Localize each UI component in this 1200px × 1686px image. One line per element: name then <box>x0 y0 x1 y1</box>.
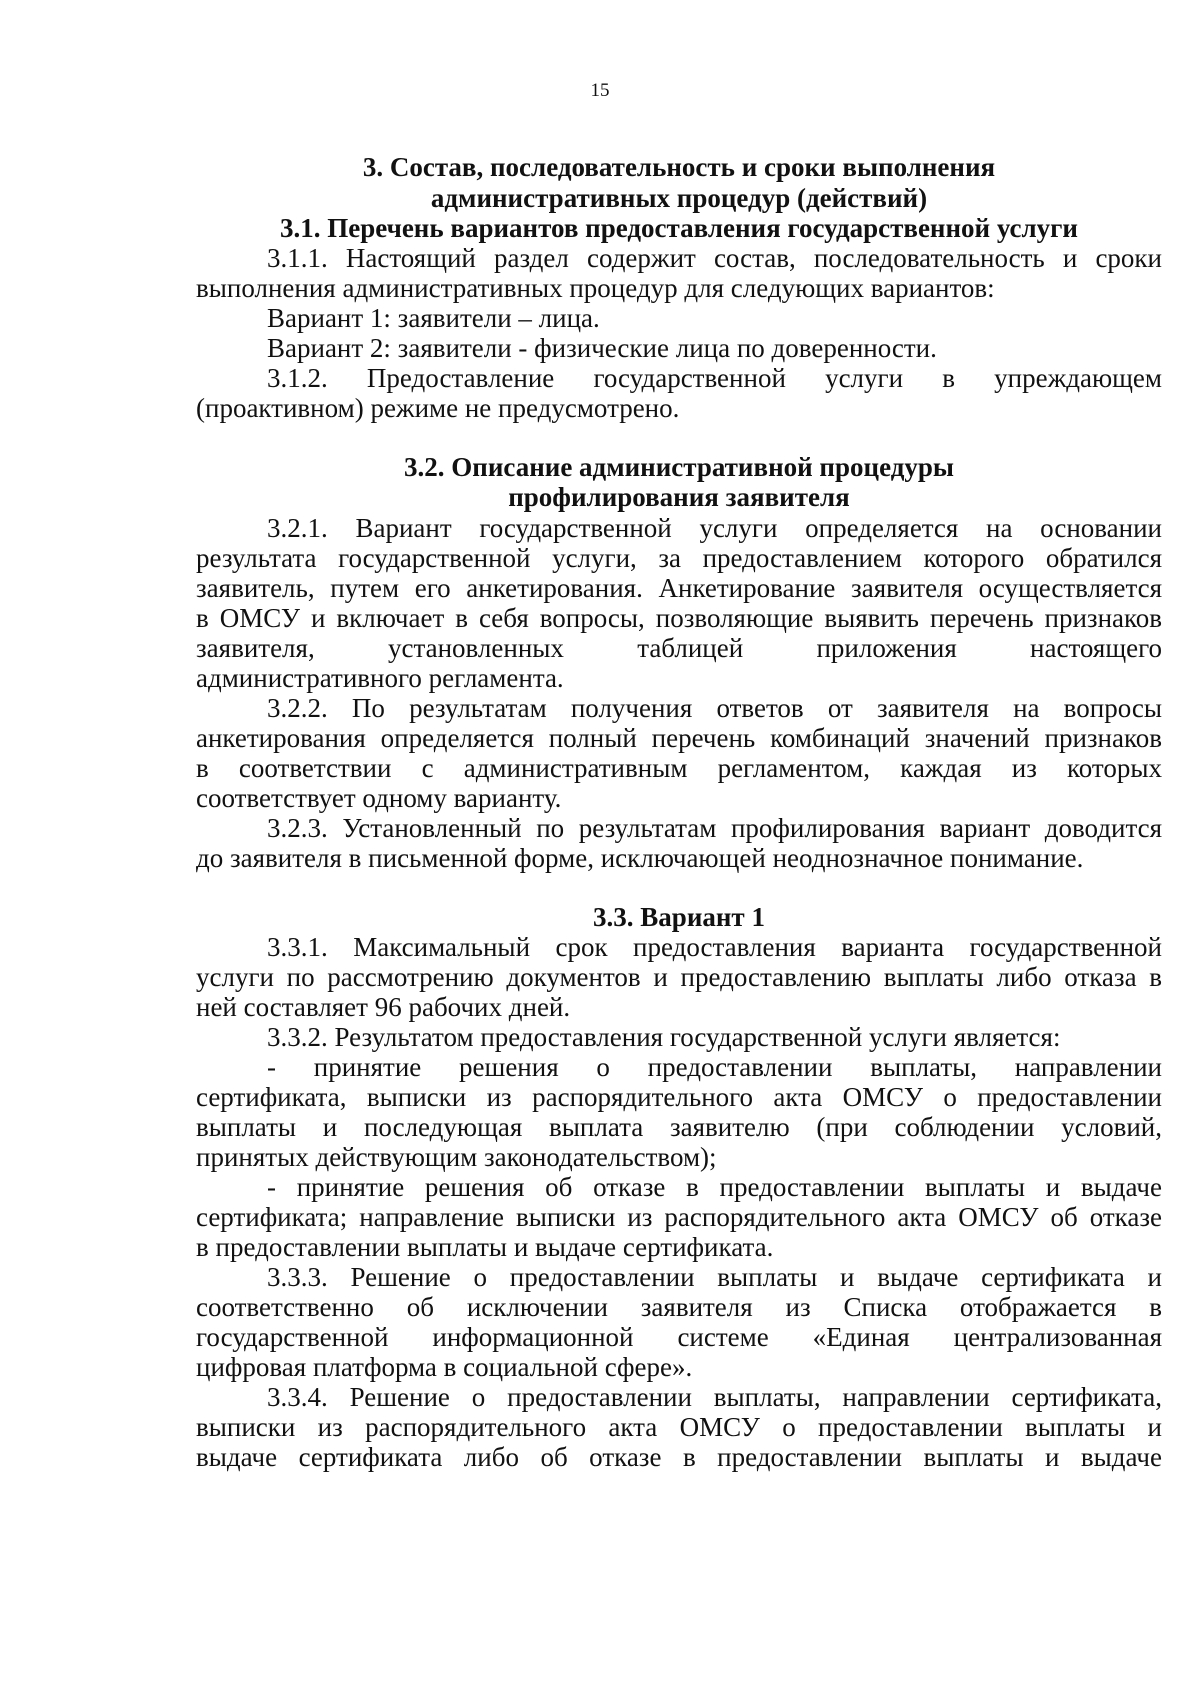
paragraph-3-3-3-line-3: государственной информационной системе «Единая централизованная <box>196 1322 1162 1352</box>
bullet-1-line-3: выплаты и последующая выплата заявителю (при соблюдении условий, <box>196 1112 1162 1142</box>
paragraph-3-3-3-line-2: соответственно об исключении заявителя из Списка отображается в <box>196 1292 1162 1322</box>
paragraph-3-3-4-line-1: 3.3.4. Решение о предоставлении выплаты, направлении сертификата, <box>267 1382 1162 1412</box>
paragraph-3-2-2-line-3: в соответствии с административным регламентом, каждая из которых <box>196 753 1162 783</box>
paragraph-3-2-2-line-2: анкетирования определяется полный перечень комбинаций значений признаков <box>196 723 1162 753</box>
paragraph-3-2-1-line-2: результата государственной услуги, за предоставлением которого обратился <box>196 543 1162 573</box>
paragraph-3-2-3-line-2: до заявителя в письменной форме, исключающей неоднозначное понимание. <box>196 843 1084 873</box>
paragraph-3-1-1-line-1: 3.1.1. Настоящий раздел содержит состав, последовательность и сроки <box>267 243 1162 273</box>
section-3-heading-line-2: административных процедур (действий) <box>430 183 928 213</box>
variant-1-line: Вариант 1: заявители – лица. <box>267 303 600 333</box>
section-3-heading-line-1: 3. Состав, последовательность и сроки выполнения <box>362 152 996 182</box>
bullet-1-line-2: сертификата, выписки из распорядительного акта ОМСУ о предоставлении <box>196 1082 1162 1112</box>
paragraph-3-2-1-line-4: в ОМСУ и включает в себя вопросы, позволяющие выявить перечень признаков <box>196 603 1162 633</box>
bullet-2-line-1: - принятие решения об отказе в предоставлении выплаты и выдаче <box>267 1172 1162 1202</box>
paragraph-3-3-2-line-1: 3.3.2. Результатом предоставления государственной услуги является: <box>267 1022 1061 1052</box>
paragraph-3-1-2-line-1: 3.1.2. Предоставление государственной услуги в упреждающем <box>267 363 1162 393</box>
paragraph-3-2-1-line-6: административного регламента. <box>196 663 564 693</box>
paragraph-3-3-4-line-3: выдаче сертификата либо об отказе в предоставлении выплаты и выдаче <box>196 1442 1162 1472</box>
variant-2-line: Вариант 2: заявители - физические лица по доверенности. <box>267 333 937 363</box>
paragraph-3-2-1-line-5: заявителя, установленных таблицей приложения настоящего <box>196 633 1162 663</box>
paragraph-3-2-2-line-4: соответствует одному варианту. <box>196 783 562 813</box>
bullet-1-line-4: принятых действующим законодательством); <box>196 1142 717 1172</box>
paragraph-3-3-3-line-1: 3.3.3. Решение о предоставлении выплаты и выдаче сертификата и <box>267 1262 1162 1292</box>
paragraph-3-2-3-line-1: 3.2.3. Установленный по результатам профилирования вариант доводится <box>267 813 1162 843</box>
paragraph-3-1-1-line-2: выполнения административных процедур для следующих вариантов: <box>196 273 995 303</box>
paragraph-3-2-1-line-3: заявитель, путем его анкетирования. Анкетирование заявителя осуществляется <box>196 573 1162 603</box>
section-3-3-heading: 3.3. Вариант 1 <box>593 902 765 932</box>
paragraph-3-3-1-line-1: 3.3.1. Максимальный срок предоставления варианта государственной <box>267 932 1162 962</box>
section-3-1-heading: 3.1. Перечень вариантов предоставления государственной услуги <box>280 213 1078 243</box>
bullet-2-line-2: сертификата; направление выписки из распорядительного акта ОМСУ об отказе <box>196 1202 1162 1232</box>
paragraph-3-3-1-line-3: ней составляет 96 рабочих дней. <box>196 992 571 1022</box>
bullet-2-line-3: в предоставлении выплаты и выдаче сертификата. <box>196 1232 774 1262</box>
paragraph-3-3-4-line-2: выписки из распорядительного акта ОМСУ о предоставлении выплаты и <box>196 1412 1162 1442</box>
section-3-2-heading-line-2: профилирования заявителя <box>508 482 850 512</box>
paragraph-3-2-2-line-1: 3.2.2. По результатам получения ответов от заявителя на вопросы <box>267 693 1162 723</box>
paragraph-3-3-3-line-4: цифровая платформа в социальной сфере». <box>196 1352 693 1382</box>
paragraph-3-3-1-line-2: услуги по рассмотрению документов и предоставлению выплаты либо отказа в <box>196 962 1162 992</box>
section-3-2-heading-line-1: 3.2. Описание административной процедуры <box>404 452 954 482</box>
paragraph-3-2-1-line-1: 3.2.1. Вариант государственной услуги определяется на основании <box>267 513 1162 543</box>
page-number: 15 <box>590 80 610 101</box>
paragraph-3-1-2-line-2: (проактивном) режиме не предусмотрено. <box>196 393 680 423</box>
bullet-1-line-1: - принятие решения о предоставлении выплаты, направлении <box>267 1052 1162 1082</box>
